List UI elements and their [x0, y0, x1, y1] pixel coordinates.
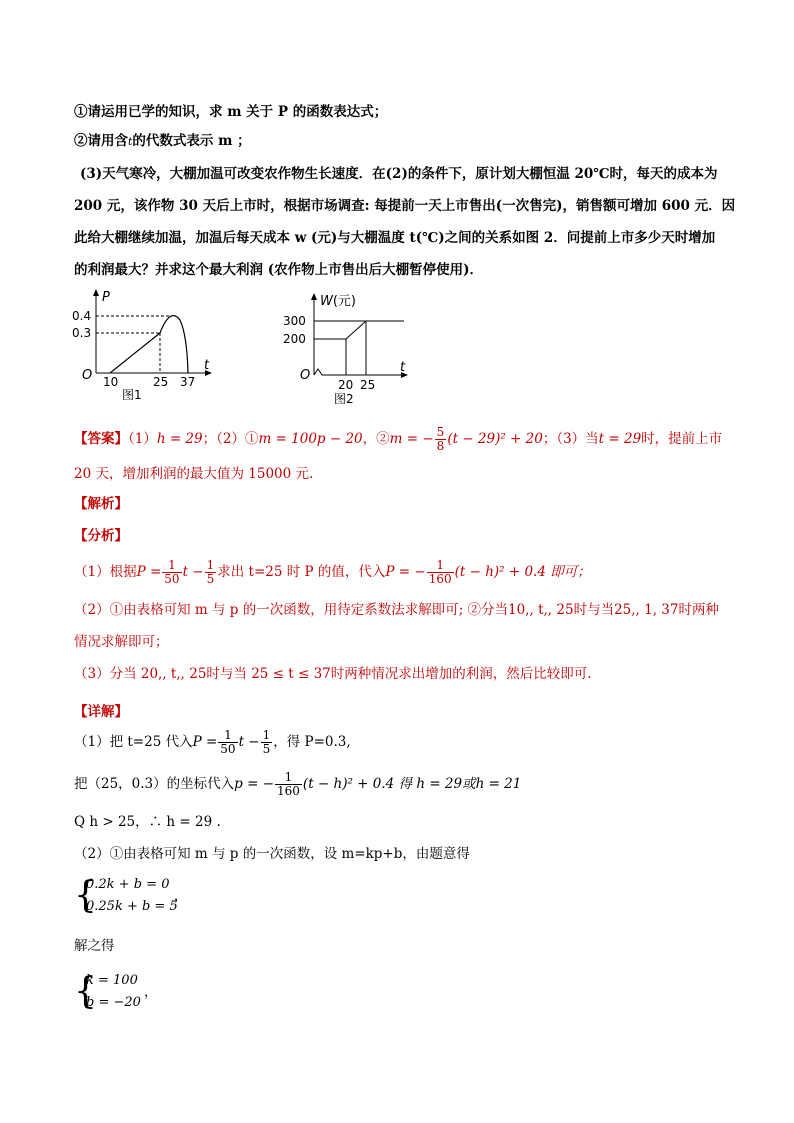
fraction-1-160: $\frac{1}{160}$: [428, 558, 452, 586]
fig2-axis-y-unit: (元): [332, 294, 357, 309]
fig1-parabola: [160, 316, 188, 373]
fig2-ytick-200: 200: [283, 332, 306, 346]
system-1-comma: ，: [174, 889, 188, 904]
system-brace: {: [74, 971, 97, 1012]
system-1-line-1: 0.2k + b = 0: [86, 877, 170, 892]
fig2-axis-y-symbol: W: [320, 294, 333, 309]
fig2-caption: 图2: [334, 392, 354, 406]
fig2-xtick-25: 25: [360, 378, 376, 392]
system-2-comma: ，: [144, 985, 158, 1000]
fig2-ytick-300: 300: [283, 314, 306, 328]
jiezhi-label: 解之得: [74, 938, 115, 954]
figure-1: [70, 285, 220, 403]
system-brace: {: [74, 875, 97, 916]
fig2-slope: [346, 321, 366, 339]
system-1-line-2: 0.25k + b = 5: [86, 899, 178, 914]
question-part-2: ②请用含t的代数式表示 m ；: [74, 133, 251, 149]
question-3-line-2: 200 元，该作物 30 天后上市时，根据市场调查: 每提前一天上市售出(一次售完)，销售额可增加 600 元．因: [74, 198, 736, 214]
analysis-step-3: （3）分当 20,, t,, 25时与当 25 ≤ t ≤ 37时两种情况求出增加的利润，然后比较即可.: [74, 666, 592, 682]
analysis-tag: 【解析】: [74, 496, 128, 512]
question-3-line-3: 此给大棚继续加温，加温后每天成本 w (元)与大棚温度 t(℃)之间的关系如图 2．问提前上市多少天时增加: [74, 230, 716, 246]
fig2-origin: O: [300, 368, 311, 383]
fig2-axis-x-label: t: [400, 360, 406, 375]
equation-system-2: [74, 970, 184, 1014]
fig1-ytick-03: 0.3: [72, 326, 92, 340]
system-2-line-1: k = 100: [86, 973, 138, 988]
detail-step-2: 把（25，0.3）的坐标代入p = − $\frac{1}{160}$ (t − h)² + 0.4 得 h = 29或h = 21: [74, 770, 522, 798]
fig1-axis-x-label: t: [204, 358, 210, 373]
answer-tag: 【答案】: [74, 431, 128, 447]
question-3-line-4: 的利润最大？并求这个最大利润 (农作物上市售出后大棚暂停使用)．: [74, 262, 483, 278]
fraction-1-50: $\frac{1}{50}$: [164, 558, 180, 586]
fenxi-tag: 【分析】: [74, 528, 128, 544]
answer-fraction-5-8: $\frac{5}{8}$: [436, 425, 445, 453]
analysis-step-2-line-2: 情况求解即可；: [74, 634, 169, 650]
fig1-origin: O: [82, 368, 93, 383]
question-part-1: ①请运用已学的知识，求 m 关于 P 的函数表达式；: [74, 104, 388, 120]
fig1-caption: 图1: [122, 388, 142, 402]
fig2-x-axis-broken: [314, 369, 404, 375]
answer-line-1: 【答案】（1）h = 29；（2）①m = 100p − 20，②m = − $\frac{5}{8}$ (t − 29)² + 20；（3）当t = 29时，提前上市: [74, 425, 723, 453]
answer-line-2: 20 天，增加利润的最大值为 15000 元.: [74, 466, 314, 482]
detail-step-4: （2）①由表格可知 m 与 p 的一次函数，设 m=kp+b，由题意得: [74, 846, 470, 862]
fig2-xtick-20: 20: [338, 378, 354, 392]
fig1-line-segment: [110, 333, 160, 373]
xiangjie-tag: 【详解】: [74, 704, 128, 720]
equation-system-1: [74, 874, 204, 918]
analysis-step-2-line-1: （2）①由表格可知 m 与 p 的一次函数，用待定系数法求解即可; ②分当10,, t,, 25时与当25,, 1, 37时两种: [74, 602, 719, 618]
question-3-line-1: (3)天气寒冷，大棚加温可改变农作物生长速度．在(2)的条件下，原计划大棚恒温 20℃时，每天的成本为: [80, 166, 718, 182]
analysis-step-1: （1）根据P = $\frac{1}{50}$ t − $\frac{1}{5}$ 求出 t=25 时 P 的值，代入P = − $\frac{1}{160}$ (t − h)² + 0.4 即可；: [74, 558, 591, 586]
fraction-1-5: $\frac{1}{5}$: [206, 558, 215, 586]
fig2-axis-y-label: [320, 294, 356, 309]
fig1-xtick-10: 10: [103, 375, 119, 389]
fig1-axis-y-label: P: [102, 290, 110, 305]
fig1-y-arrow: [93, 289, 99, 296]
fig1-ytick-04: 0.4: [72, 309, 92, 323]
fig1-xtick-37: 37: [180, 375, 196, 389]
figure-2: [278, 285, 418, 407]
detail-step-1: （1）把 t=25 代入P = $\frac{1}{50}$ t − $\frac{1}{5}$ ，得 P=0.3,: [74, 728, 351, 756]
fig1-xtick-25: 25: [153, 375, 169, 389]
detail-step-3: Q h > 25，∴ h = 29 .: [74, 814, 221, 830]
fraction-1-5: $\frac{1}{5}$: [262, 728, 271, 756]
fraction-1-160: $\frac{1}{160}$: [277, 770, 300, 798]
system-2-line-2: b = −20: [86, 995, 141, 1010]
fig2-y-arrow: [311, 293, 317, 300]
fraction-1-50: $\frac{1}{50}$: [220, 728, 236, 756]
